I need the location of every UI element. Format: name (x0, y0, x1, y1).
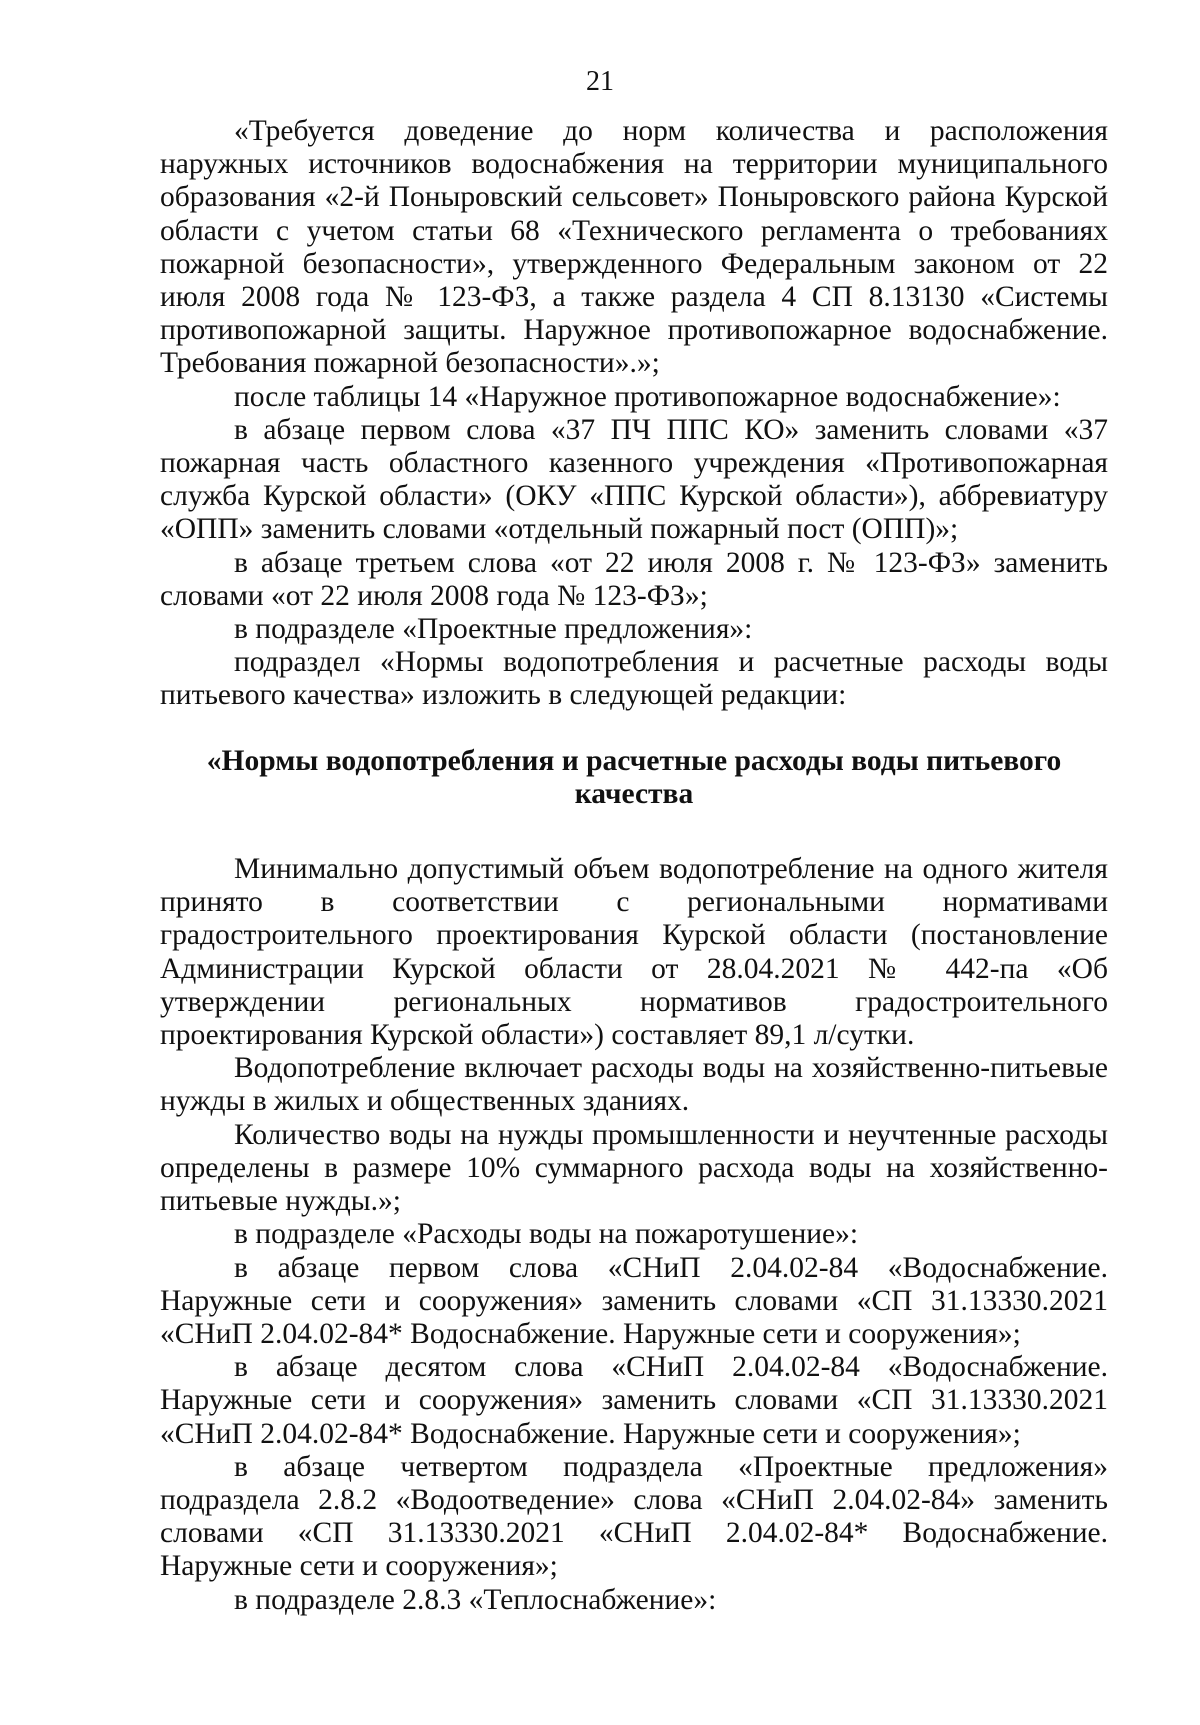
paragraph: Количество воды на нужды промышленности и неучтенные расходы определены в размере 10% суммарного расхода воды на хозяйственно-питьевые нужды.»; (160, 1118, 1108, 1218)
paragraph: «Требуется доведение до норм количества и расположения наружных источников водоснабжения на территории муниципального образования «2-й Поныровский сельсовет» Поныровского района Курской области с учетом статьи 68 «Технического регламента о требованиях пожарной безопасности», утвержденного Федеральным законом от 22 июля 2008 года № 123-ФЗ, а также раздела 4 СП 8.13130 «Системы противопожарной защиты. Наружное противопожарное водоснабжение. Требования пожарной безопасности».»; (160, 115, 1108, 380)
paragraph: в абзаце первом слова «СНиП 2.04.02-84 «Водоснабжение. Наружные сети и сооружения» заменить словами «СП 31.13330.2021 «СНиП 2.04.02-84* Водоснабжение. Наружные сети и сооружения»; (160, 1251, 1108, 1350)
paragraph: подраздел «Нормы водопотребления и расчетные расходы воды питьевого качества» изложить в следующей редакции: (160, 646, 1108, 712)
page-number: 21 (586, 66, 614, 97)
paragraph: Водопотребление включает расходы воды на хозяйственно-питьевые нужды в жилых и общественных зданиях. (160, 1052, 1108, 1118)
paragraph: в абзаце третьем слова «от 22 июля 2008 г. № 123-ФЗ» заменить словами «от 22 июля 2008 года № 123-ФЗ»; (160, 546, 1108, 612)
paragraph: Минимально допустимый объем водопотребление на одного жителя принято в соответствии с региональными нормативами градостроительного проектирования Курской области (постановление Администрации Курской области от 28.04.2021 № 442-па «Об утверждении региональных нормативов градостроительного проектирования Курской области») составляет 89,1 л/сутки. (160, 853, 1108, 1052)
document-body (160, 115, 1108, 1617)
paragraph: после таблицы 14 «Наружное противопожарное водоснабжение»: (234, 380, 1061, 413)
paragraph: в подразделе 2.8.3 «Теплоснабжение»: (234, 1583, 717, 1616)
paragraph: в подразделе «Проектные предложения»: (234, 613, 753, 646)
paragraph: в абзаце четвертом подраздела «Проектные предложения» подраздела 2.8.2 «Водоотведение» слова «СНиП 2.04.02-84» заменить словами «СП 31.13330.2021 «СНиП 2.04.02-84* Водоснабжение. Наружные сети и сооружения»; (160, 1450, 1108, 1583)
paragraph: в абзаце первом слова «37 ПЧ ППС КО» заменить словами «37 пожарная часть областного казенного учреждения «Противопожарная служба Курской области» (ОКУ «ППС Курской области»), аббревиатуру «ОПП» заменить словами «отдельный пожарный пост (ОПП)»; (160, 413, 1108, 546)
paragraph: в абзаце десятом слова «СНиП 2.04.02-84 «Водоснабжение. Наружные сети и сооружения» заменить словами «СП 31.13330.2021 «СНиП 2.04.02-84* Водоснабжение. Наружные сети и сооружения»; (160, 1351, 1108, 1450)
paragraph: в подразделе «Расходы воды на пожаротушение»: (234, 1218, 859, 1251)
section-heading: «Нормы водопотребления и расчетные расходы воды питьевого качества (206, 744, 1062, 810)
